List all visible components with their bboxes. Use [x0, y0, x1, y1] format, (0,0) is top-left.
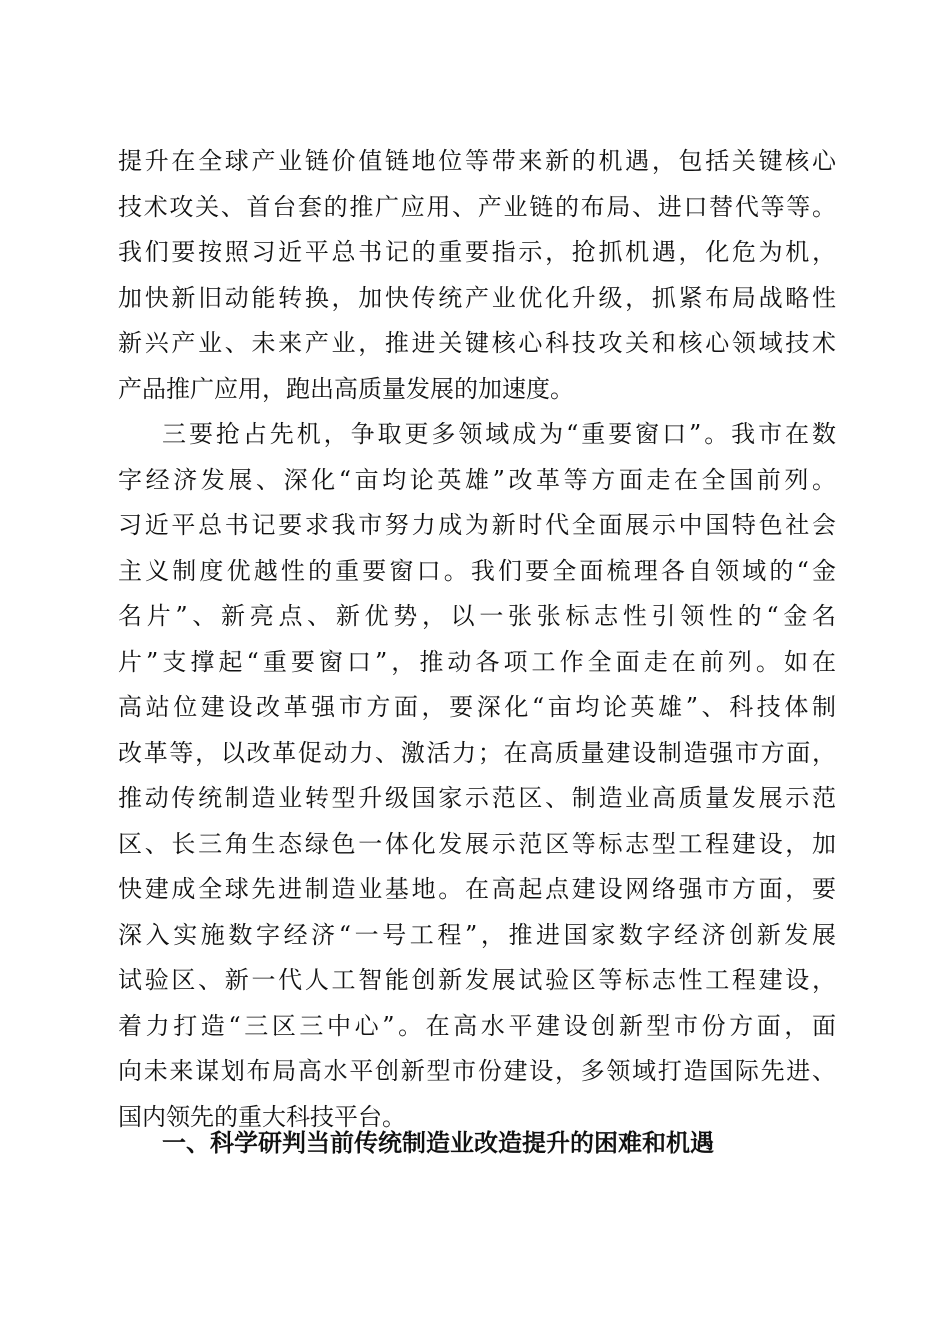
- body-text: [118, 139, 836, 1140]
- paragraph-2: [118, 412, 836, 1140]
- text-line: 主义制度优越性的重要窗口。我们要全面梳理各自领域的“金: [118, 556, 836, 585]
- text-line: 国内领先的重大科技平台。: [118, 1102, 406, 1131]
- text-line: 加快新旧动能转换，加快传统产业优化升级，抓紧布局战略性: [118, 283, 836, 312]
- text-line: 推动传统制造业转型升级国家示范区、制造业高质量发展示范: [118, 784, 836, 812]
- text-line: 快建成全球先进制造业基地。在高起点建设网络强市方面，要: [118, 875, 836, 903]
- text-line: 高站位建设改革强市方面，要深化“亩均论英雄”、科技体制: [118, 693, 836, 721]
- text-line: 习近平总书记要求我市努力成为新时代全面展示中国特色社会: [118, 511, 836, 539]
- text-line: 新兴产业、未来产业，推进关键核心科技攻关和核心领域技术: [118, 329, 836, 357]
- text-line: 向未来谋划布局高水平创新型市份建设，多领域打造国际先进、: [118, 1057, 836, 1085]
- text-line: 我们要按照习近平总书记的重要指示，抢抓机遇，化危为机，: [118, 238, 836, 266]
- text-line: 试验区、新一代人工智能创新发展试验区等标志性工程建设，: [118, 966, 836, 994]
- text-line: 深入实施数字经济“一号工程”，推进国家数字经济创新发展: [118, 920, 836, 949]
- paragraph-1: [118, 139, 836, 412]
- text-line: 区、长三角生态绿色一体化发展示范区等标志型工程建设，加: [118, 829, 836, 858]
- section-heading: 一、科学研判当前传统制造业改造提升的困难和机遇: [162, 1129, 714, 1157]
- text-line: 字经济发展、深化“亩均论英雄”改革等方面走在全国前列。: [118, 465, 836, 494]
- text-line: 产品推广应用，跑出高质量发展的加速度。: [118, 374, 574, 403]
- text-line: 三要抢占先机，争取更多领域成为“重要窗口”。我市在数: [162, 420, 836, 448]
- text-line: 片”支撑起“重要窗口”，推动各项工作全面走在前列。如在: [118, 647, 836, 676]
- text-line: 改革等，以改革促动力、激活力；在高质量建设制造强市方面，: [118, 738, 836, 767]
- text-line: 名片”、新亮点、新优势，以一张张标志性引领性的“金名: [118, 602, 836, 630]
- text-line: 着力打造“三区三中心”。在高水平建设创新型市份方面，面: [118, 1011, 836, 1040]
- text-line: 提升在全球产业链价值链地位等带来新的机遇，包括关键核心: [118, 147, 836, 175]
- text-line: 技术攻关、首台套的推广应用、产业链的布局、进口替代等等。: [118, 192, 836, 221]
